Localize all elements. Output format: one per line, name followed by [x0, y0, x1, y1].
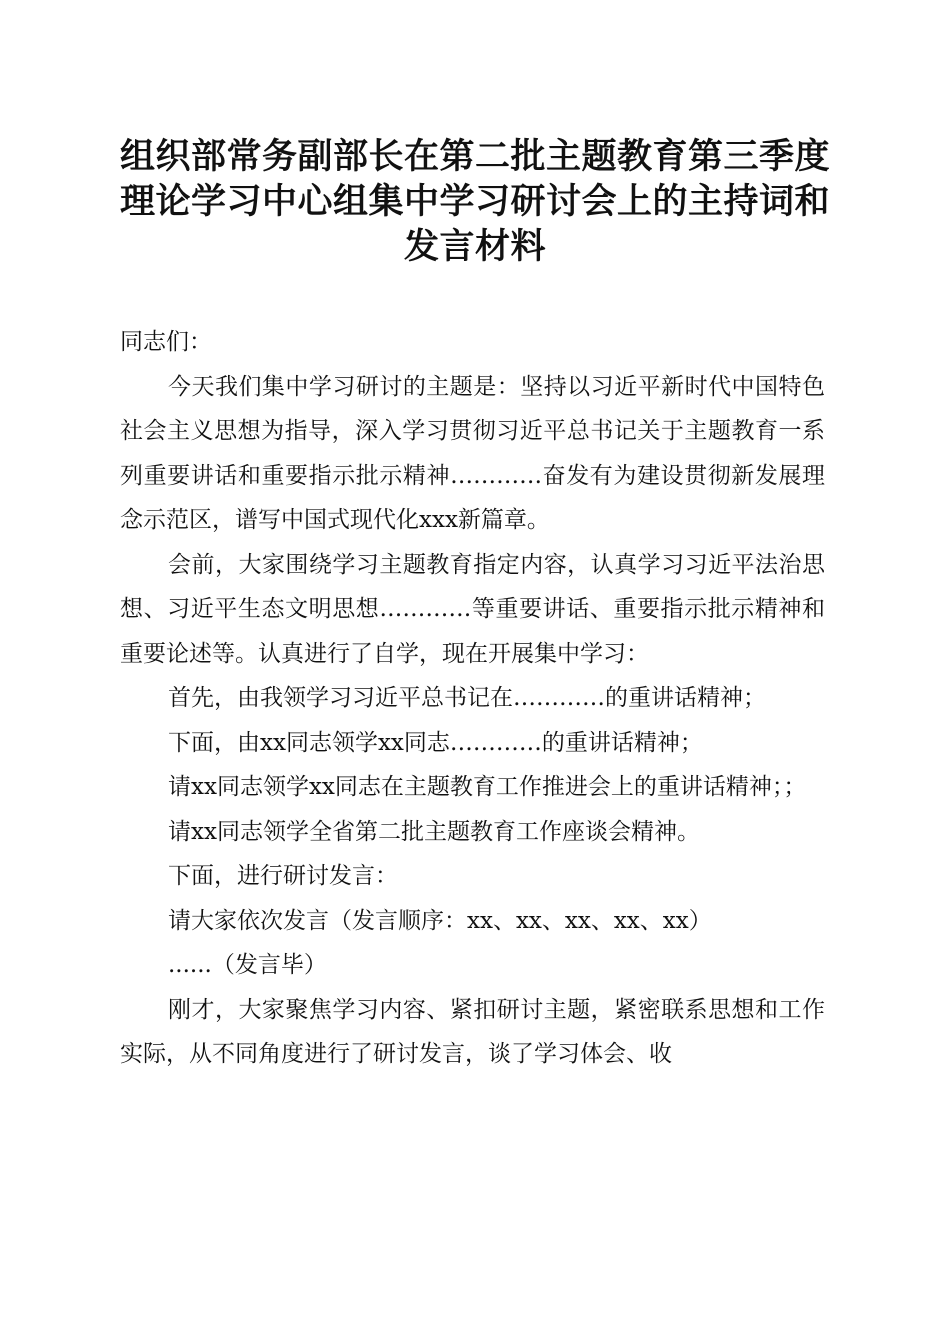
document-title: [110, 134, 840, 269]
title-line-3: 发言材料: [403, 226, 546, 267]
title-line-2: 理论学习中心组集中学习研讨会上的主持词和: [119, 181, 830, 222]
paragraph-9: ......（发言毕）: [168, 952, 327, 978]
paragraph-10: 刚才，大家聚焦学习内容、紧扣研讨主题，紧密联系思想和工作实际，从不同角度进行了研讨发言，谈了学习体会、收: [120, 996, 825, 1067]
paragraph-4: 下面，由xx同志领学xx同志…………的重讲话精神；: [168, 729, 703, 756]
paragraph-5: 请xx同志领学xx同志在主题教育工作推进会上的重讲话精神；；: [168, 774, 807, 800]
paragraph-2: 会前，大家围绕学习主题教育指定内容，认真学习习近平法治思想、习近平生态文明思想…………等重要讲话、重要指示批示精神和重要论述等。认真进行了自学，现在开展集中学习：: [120, 551, 825, 667]
title-line-1: 组织部常务副部长在第二批主题教育第三季度: [119, 136, 830, 177]
paragraph-3: 首先，由我领学习习近平总书记在…………的重讲话精神；: [168, 685, 766, 711]
salutation: 同志们：: [120, 329, 212, 355]
document-body: [120, 320, 825, 1077]
paragraph-6: 请xx同志领学全省第二批主题教育工作座谈会精神。: [168, 818, 700, 845]
paragraph-7: 下面，进行研讨发言：: [168, 863, 398, 889]
paragraph-1: 今天我们集中学习研讨的主题是：坚持以习近平新时代中国特色社会主义思想为指导，深入学习贯彻习近平总书记关于主题教育一系列重要讲话和重要指示批示精神…………奋发有为建设贯彻新发展理念示范区，谱写中国式现代化xxx新篇章。: [120, 373, 825, 533]
paragraph-8: 请大家依次发言（发言顺序：xx、xx、xx、xx、xx）: [168, 907, 712, 934]
